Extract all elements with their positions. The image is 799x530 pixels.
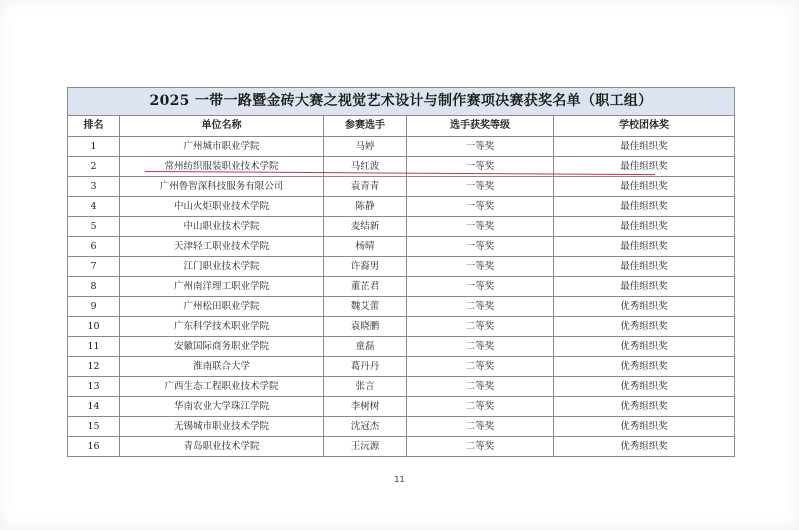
rank-cell: 14	[68, 397, 120, 417]
rank-cell: 16	[68, 437, 120, 457]
header-unit-name: 单位名称	[120, 116, 324, 137]
rank-cell: 2	[68, 157, 120, 177]
team-award-cell: 优秀组织奖	[554, 437, 735, 457]
table-row	[68, 437, 735, 457]
header-award-level: 选手获奖等级	[407, 116, 554, 137]
page-number: 11	[394, 475, 405, 484]
unit-name-cell: 淮南联合大学	[120, 357, 324, 377]
award-level-cell: 一等奖	[407, 197, 554, 217]
team-award-cell: 优秀组织奖	[554, 377, 735, 397]
header-team-award: 学校团体奖	[554, 116, 735, 137]
award-level-cell: 二等奖	[407, 437, 554, 457]
award-level-cell: 二等奖	[407, 377, 554, 397]
contestant-cell: 魏艾蕾	[324, 297, 407, 317]
award-level-cell: 二等奖	[407, 297, 554, 317]
team-award-cell: 最佳组织奖	[554, 237, 735, 257]
team-award-cell: 优秀组织奖	[554, 297, 735, 317]
rank-cell: 9	[68, 297, 120, 317]
award-level-cell: 一等奖	[407, 257, 554, 277]
team-award-cell: 优秀组织奖	[554, 397, 735, 417]
header-rank: 排名	[68, 116, 120, 137]
unit-name-cell: 广东科学技术职业学院	[120, 317, 324, 337]
contestant-cell: 童磊	[324, 337, 407, 357]
table-header-row	[68, 116, 735, 137]
unit-name-cell: 广州城市职业学院	[120, 137, 324, 157]
team-award-cell: 优秀组织奖	[554, 357, 735, 377]
team-award-cell: 优秀组织奖	[554, 417, 735, 437]
unit-name-cell: 无锡城市职业技术学院	[120, 417, 324, 437]
team-award-cell: 最佳组织奖	[554, 177, 735, 197]
rank-cell: 7	[68, 257, 120, 277]
rank-cell: 1	[68, 137, 120, 157]
contestant-cell: 马红波	[324, 157, 407, 177]
table-row	[68, 257, 735, 277]
unit-name-cell: 广西生态工程职业技术学院	[120, 377, 324, 397]
team-award-cell: 最佳组织奖	[554, 277, 735, 297]
team-award-cell: 最佳组织奖	[554, 137, 735, 157]
contestant-cell: 沈冠杰	[324, 417, 407, 437]
contestant-cell: 马婷	[324, 137, 407, 157]
team-award-cell: 最佳组织奖	[554, 217, 735, 237]
table-row	[68, 197, 735, 217]
award-level-cell: 一等奖	[407, 237, 554, 257]
table-title-row	[68, 88, 735, 116]
award-level-cell: 一等奖	[407, 217, 554, 237]
table-row	[68, 297, 735, 317]
unit-name-cell: 青岛职业技术学院	[120, 437, 324, 457]
contestant-cell: 许裔男	[324, 257, 407, 277]
unit-name-cell: 广州鲁智深科技服务有限公司	[120, 177, 324, 197]
team-award-cell: 最佳组织奖	[554, 257, 735, 277]
award-level-cell: 一等奖	[407, 157, 554, 177]
award-level-cell: 二等奖	[407, 337, 554, 357]
contestant-cell: 董芷君	[324, 277, 407, 297]
unit-name-cell: 中山火炬职业技术学院	[120, 197, 324, 217]
contestant-cell: 张言	[324, 377, 407, 397]
rank-cell: 6	[68, 237, 120, 257]
award-level-cell: 二等奖	[407, 357, 554, 377]
rank-cell: 5	[68, 217, 120, 237]
table-row	[68, 417, 735, 437]
table-row	[68, 217, 735, 237]
rank-cell: 12	[68, 357, 120, 377]
contestant-cell: 葛丹丹	[324, 357, 407, 377]
table-row	[68, 397, 735, 417]
unit-name-cell: 中山职业技术学院	[120, 217, 324, 237]
unit-name-cell: 安徽国际商务职业学院	[120, 337, 324, 357]
rank-cell: 3	[68, 177, 120, 197]
award-level-cell: 一等奖	[407, 277, 554, 297]
table-row	[68, 357, 735, 377]
team-award-cell: 优秀组织奖	[554, 317, 735, 337]
unit-name-cell: 广州松田职业学院	[120, 297, 324, 317]
unit-name-cell: 广州南洋理工职业学院	[120, 277, 324, 297]
award-level-cell: 二等奖	[407, 397, 554, 417]
rank-cell: 4	[68, 197, 120, 217]
team-award-cell: 最佳组织奖	[554, 197, 735, 217]
contestant-cell: 王沅源	[324, 437, 407, 457]
award-level-cell: 二等奖	[407, 317, 554, 337]
team-award-cell: 最佳组织奖	[554, 157, 735, 177]
award-list-table	[67, 87, 735, 457]
contestant-cell: 麦结新	[324, 217, 407, 237]
table-title: 2025 一带一路暨金砖大赛之视觉艺术设计与制作赛项决赛获奖名单（职工组）	[68, 88, 735, 116]
unit-name-cell: 江门职业技术学院	[120, 257, 324, 277]
award-level-cell: 二等奖	[407, 417, 554, 437]
award-level-cell: 一等奖	[407, 137, 554, 157]
table-row	[68, 377, 735, 397]
table-row	[68, 237, 735, 257]
table-row	[68, 137, 735, 157]
award-level-cell: 一等奖	[407, 177, 554, 197]
table-row	[68, 177, 735, 197]
header-contestant: 参赛选手	[324, 116, 407, 137]
table-body	[68, 137, 735, 457]
rank-cell: 13	[68, 377, 120, 397]
rank-cell: 8	[68, 277, 120, 297]
unit-name-cell: 常州纺织服装职业技术学院	[120, 157, 324, 177]
table-row	[68, 317, 735, 337]
team-award-cell: 优秀组织奖	[554, 337, 735, 357]
rank-cell: 11	[68, 337, 120, 357]
contestant-cell: 袁晓鹏	[324, 317, 407, 337]
unit-name-cell: 华南农业大学珠江学院	[120, 397, 324, 417]
contestant-cell: 陈静	[324, 197, 407, 217]
rank-cell: 15	[68, 417, 120, 437]
contestant-cell: 杨晴	[324, 237, 407, 257]
contestant-cell: 李树树	[324, 397, 407, 417]
table-row	[68, 337, 735, 357]
rank-cell: 10	[68, 317, 120, 337]
table-row	[68, 277, 735, 297]
contestant-cell: 袁青青	[324, 177, 407, 197]
unit-name-cell: 天津轻工职业技术学院	[120, 237, 324, 257]
